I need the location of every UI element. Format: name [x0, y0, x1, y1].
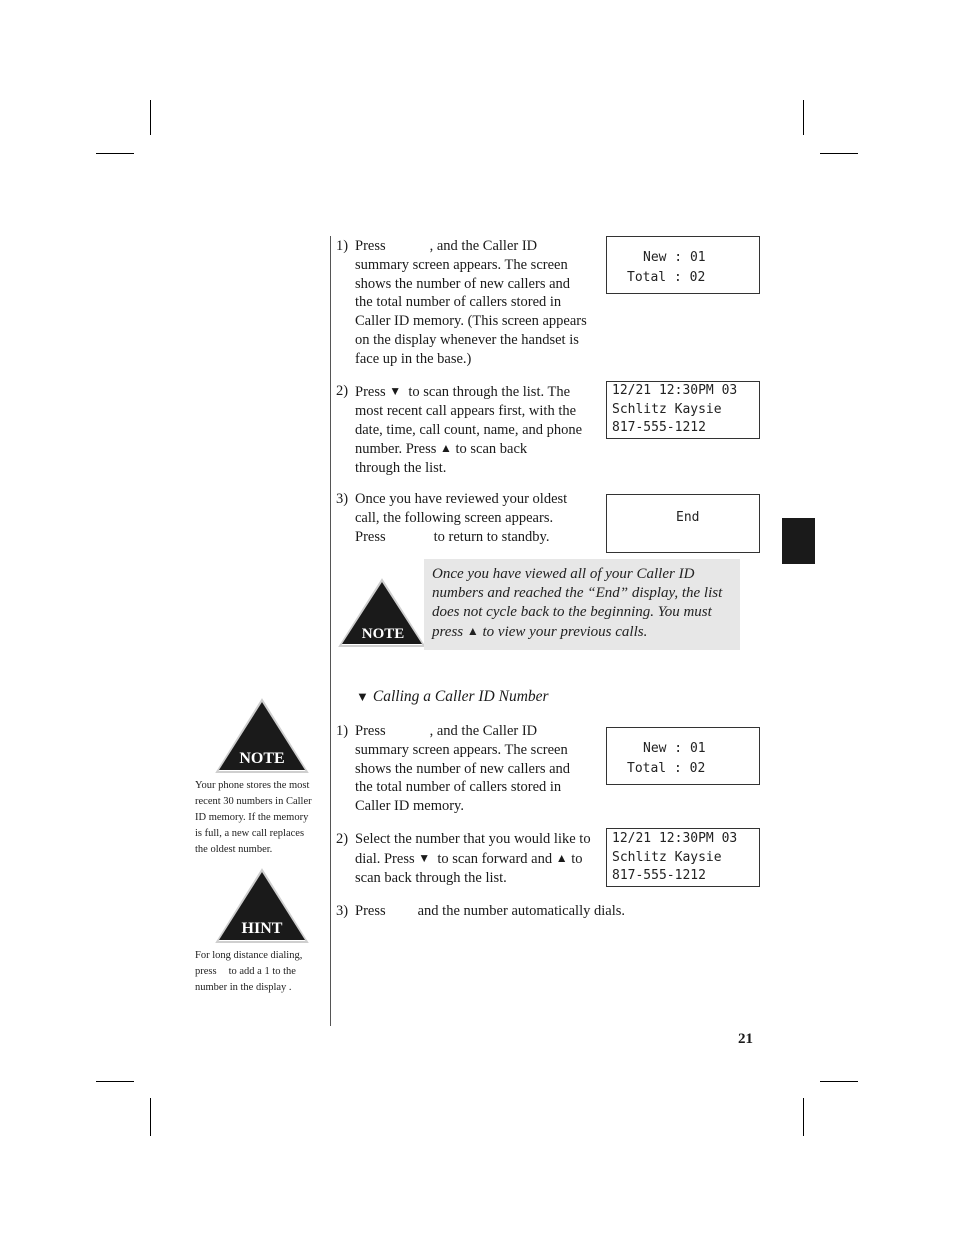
step-number: 3)	[336, 491, 349, 507]
step-number: 2)	[336, 383, 349, 399]
step-number: 1)	[336, 723, 349, 739]
thumb-tab	[782, 518, 815, 564]
down-arrow-icon: ▼	[389, 384, 402, 398]
crop-mark	[803, 100, 804, 135]
page-number: 21	[738, 1031, 753, 1047]
crop-mark	[820, 1081, 858, 1082]
step-text: Select the number that you would like to dial. Press ▼ to scan forward and ▲ to scan back through the list.	[355, 831, 591, 886]
note-label: NOTE	[239, 750, 285, 767]
down-triangle-icon: ▼	[356, 689, 369, 704]
step-text: Press , and the Caller ID summary screen appears. The screen shows the number of new callers and the total number of callers stored in Caller ID memory.	[355, 723, 571, 815]
up-arrow-icon: ▲	[439, 441, 452, 456]
note-box: Once you have viewed all of your Caller ID numbers and reached the “End” display, the list does not cycle back to the beginning. You must press ▲ to view your previous calls.	[424, 559, 740, 650]
crop-mark	[803, 1098, 804, 1136]
step-text: Once you have reviewed your oldest call, the following screen appears. Press to return to standby.	[355, 491, 568, 545]
crop-mark	[150, 100, 151, 135]
lcd-summary-screen: New : 01 Total : 02	[606, 727, 760, 785]
margin-rule	[330, 236, 331, 1026]
step-number: 3)	[336, 903, 349, 919]
crop-mark	[96, 153, 134, 154]
down-arrow-icon: ▼	[418, 850, 431, 865]
step-text: Press , and the Caller ID summary screen appears. The screen shows the number of new callers and the total number of callers stored in Caller ID memory. (This screen appears on the display whenever the handset is face up in the base.)	[355, 238, 587, 367]
section-heading: ▼ Calling a Caller ID Number	[356, 688, 549, 705]
lcd-summary-screen: New : 01 Total : 02	[606, 236, 760, 294]
step-number: 1)	[336, 238, 349, 254]
up-arrow-icon: ▲	[466, 624, 479, 638]
step-text: Press and the number automatically dials.	[355, 903, 625, 919]
step-text: Press ▼ to scan through the list. The most recent call appears first, with the date, time, call count, name, and phone number. Press ▲ to scan back through the list.	[355, 384, 583, 477]
lcd-end-screen: End	[606, 494, 760, 553]
lcd-caller-entry: 12/21 12:30PM 03 Schlitz Kaysie 817-555-1212	[606, 381, 760, 439]
lcd-caller-entry: 12/21 12:30PM 03 Schlitz Kaysie 817-555-1212	[606, 828, 760, 887]
note-label: NOTE	[361, 626, 405, 642]
note-triangle	[338, 578, 426, 648]
crop-mark	[96, 1081, 134, 1082]
up-arrow-icon: ▲	[555, 850, 568, 865]
hint-label: HINT	[241, 920, 283, 937]
crop-mark	[150, 1098, 151, 1136]
crop-mark	[820, 153, 858, 154]
sidebar-hint-triangle	[215, 868, 309, 944]
sidebar-note-text: Your phone stores the most recent 30 numbers in Caller ID memory. If the memory is full, a new call replaces the oldest number.	[195, 780, 312, 855]
sidebar-hint-text: For long distance dialing, press to add a 1 to the number in the display .	[195, 950, 303, 993]
step-number: 2)	[336, 831, 349, 847]
sidebar-note-triangle	[215, 698, 309, 774]
